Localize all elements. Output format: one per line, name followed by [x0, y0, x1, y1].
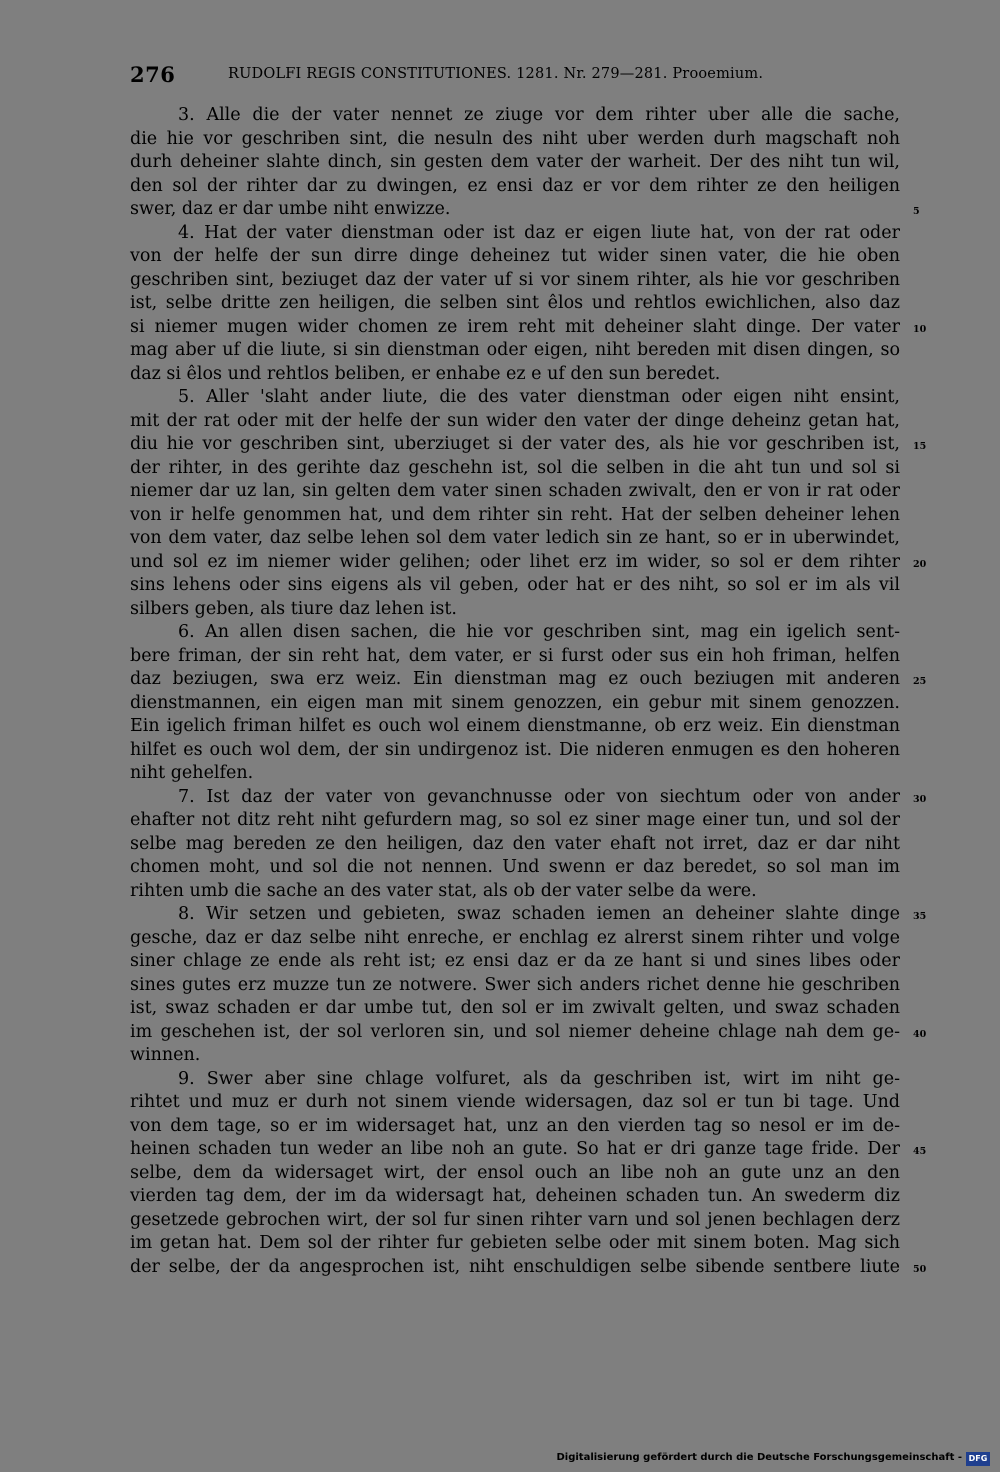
line-text: silbers geben, als tiure daz lehen ist. [130, 598, 457, 619]
text-line [130, 363, 900, 387]
text-line [130, 621, 900, 645]
text-line [130, 1162, 900, 1186]
page-number: 276 [130, 62, 176, 87]
line-text: dienstmannen, ein eigen man mit sinem genozzen, ein gebur mit sinem genozzen. [130, 692, 900, 713]
line-text: heinen schaden tun weder an libe noh an gute. So hat er dri ganze tage fride. Der [130, 1139, 900, 1159]
text-line [130, 880, 900, 904]
text-line [130, 692, 900, 716]
line-text: ehafter not ditz reht niht gefurdern mag, so sol ez siner mage einer tun, und sol der [130, 810, 900, 830]
text-line [130, 527, 900, 551]
line-text: 3. Alle die der vater nennet ze ziuge vor dem rihter uber alle die sache, [178, 105, 900, 125]
line-text: Ein igelich friman hilfet es ouch wol einem dienstmanne, ob erz weiz. Ein dienstman [130, 716, 900, 736]
line-number-marker: 50 [913, 1263, 927, 1275]
text-line [130, 903, 927, 927]
text-line [130, 786, 927, 810]
line-text: von dem vater, daz selbe lehen sol dem vater ledich sin ze hant, so er in uberwindet, [130, 528, 900, 548]
line-text: winnen. [130, 1045, 201, 1065]
text-line [130, 645, 900, 669]
line-text: 4. Hat der vater dienstman oder ist daz er eigen liute hat, von der rat oder [178, 222, 900, 243]
line-text: si niemer mugen wider chomen ze irem reht mit deheiner slaht dinge. Der vater [130, 316, 900, 337]
line-text: hilfet es ouch wol dem, der sin undirgenoz ist. Die nideren enmugen es den hoheren [130, 739, 900, 760]
line-text: im geschehen ist, der sol verloren sin, und sol niemer deheine chlage nah dem ge- [130, 1021, 900, 1042]
text-line [130, 1091, 900, 1115]
line-text: ist, selbe dritte zen heiligen, die selben sint êlos und rehtlos ewichlichen, also daz [130, 293, 900, 313]
text-line [130, 974, 900, 998]
line-number-marker: 30 [913, 793, 927, 805]
line-text: von der helfe der sun dirre dinge deheinez tut wider sinen vater, die hie oben [130, 246, 900, 266]
text-line [130, 833, 900, 857]
line-text: 9. Swer aber sine chlage volfuret, als da geschriben ist, wirt im niht ge- [178, 1068, 900, 1089]
line-text: im getan hat. Dem sol der rihter fur gebieten selbe oder mit sinem boten. Mag sich [130, 1233, 900, 1253]
line-number-marker: 5 [913, 206, 920, 217]
dfg-logo: DFG [966, 1452, 990, 1466]
text-line [130, 1209, 900, 1233]
text-line [130, 104, 900, 128]
text-line [130, 1256, 927, 1280]
text-line [130, 1044, 900, 1068]
text-line [130, 504, 900, 528]
text-line [130, 551, 927, 575]
text-line [130, 715, 900, 739]
text-line [130, 668, 927, 692]
text-line [130, 292, 900, 316]
text-line [130, 245, 900, 269]
text-body [130, 104, 927, 1279]
text-line [130, 151, 900, 175]
text-line [130, 1185, 900, 1209]
line-text: von dem tage, so er im widersaget hat, unz an den vierden tag so nesol er im de- [130, 1115, 900, 1136]
line-number-marker: 40 [913, 1028, 927, 1040]
text-line [130, 269, 900, 293]
text-line [130, 598, 900, 622]
line-text: selbe, dem da widersaget wirt, der ensol ouch an libe noh an gute unz an den [130, 1162, 900, 1183]
line-text: 6. An allen disen sachen, die hie vor geschriben sint, mag ein igelich sent- [178, 622, 900, 642]
text-line [130, 762, 900, 786]
line-text: diu hie vor geschriben sint, uberziuget si der vater des, als hie vor geschriben ist, [130, 434, 900, 454]
text-line [130, 574, 900, 598]
text-line [130, 198, 920, 222]
text-line [130, 222, 900, 246]
digitization-credit: Digitalisierung gefördert durch die Deutsche Forschungsgemeinschaft - [556, 1452, 962, 1463]
footer-bar [0, 1450, 1000, 1472]
line-text: daz beziugen, swa erz weiz. Ein dienstman mag ez ouch beziugen mit anderen [130, 669, 900, 689]
line-text: durh deheiner slahte dinch, sin gesten dem vater der warheit. Der des niht tun wil, [130, 152, 900, 172]
text-line [130, 1115, 900, 1139]
line-text: sines gutes erz muzze tun ze notwere. Swer sich anders richet denne hie geschriben [130, 974, 900, 995]
text-line [130, 1138, 927, 1162]
line-text: 8. Wir setzen und gebieten, swaz schaden iemen an deheiner slahte dinge [178, 904, 900, 924]
line-number-marker: 35 [913, 911, 927, 922]
text-line [130, 316, 927, 340]
line-number-marker: 20 [913, 558, 927, 570]
line-text: rihtet und muz er durh not sinem viende widersagen, daz sol er tun bi tage. Und [130, 1092, 900, 1112]
text-line [130, 339, 900, 363]
running-head: RUDOLFI REGIS CONSTITUTIONES. 1281. Nr. 279—281. Prooemium. [228, 66, 764, 82]
line-text: 5. Aller 'slaht ander liute, die des vater dienstman oder eigen niht ensint, [178, 387, 900, 407]
text-line [130, 386, 900, 410]
line-text: bere friman, der sin reht hat, dem vater, er si furst oder sus ein hoh friman, helfen [130, 645, 900, 666]
text-line [130, 927, 900, 951]
line-text: 7. Ist daz der vater von gevanchnusse oder von siechtum oder von ander [178, 786, 900, 807]
line-text: den sol der rihter dar zu dwingen, ez ensi daz er vor dem rihter ze den heiligen [130, 175, 900, 196]
line-text: mag aber uf die liute, si sin dienstman oder eigen, niht bereden mit disen dingen, so [130, 340, 900, 360]
line-text: siner chlage ze ende als reht ist; ez ensi daz er da ze hant si und sines libes oder [130, 951, 900, 971]
line-number-marker: 45 [913, 1146, 927, 1157]
text-line [130, 457, 900, 481]
text-line [130, 856, 900, 880]
line-text: rihten umb die sache an des vater stat, als ob der vater selbe da were. [130, 880, 757, 901]
line-text: gesetzede gebrochen wirt, der sol fur sinen rihter varn und sol jenen bechlagen derz [130, 1209, 900, 1230]
line-text: chomen moht, und sol die not nennen. Und swenn er daz beredet, so sol man im [130, 857, 900, 877]
line-number-marker: 15 [913, 441, 927, 452]
text-line [130, 1232, 900, 1256]
line-text: und sol ez im niemer wider gelihen; oder lihet erz im wider, so sol er dem rihter [130, 551, 900, 572]
page-header [130, 62, 900, 90]
line-text: gesche, daz er daz selbe niht enreche, er enchlag ez alrerst sinem rihter und volge [130, 927, 900, 948]
line-text: geschriben sint, beziuget daz der vater uf si vor sinem rihter, als hie vor geschriben [130, 269, 900, 290]
line-text: der rihter, in des gerihte daz geschehn ist, sol die selben in die aht tun und sol si [130, 457, 900, 478]
text-line [130, 739, 900, 763]
line-text: die hie vor geschriben sint, die nesuln des niht uber werden durh magschaft noh [130, 128, 900, 149]
line-text: selbe mag bereden ze den heiligen, daz den vater ehaft not irret, daz er dar niht [130, 833, 900, 854]
text-line [130, 997, 900, 1021]
text-line [130, 950, 900, 974]
line-number-marker: 10 [913, 323, 927, 335]
line-text: der selbe, der da angesprochen ist, niht enschuldigen selbe sibende sentbere liute [130, 1256, 900, 1277]
line-text: sins lehens oder sins eigens als vil geben, oder hat er des niht, so sol er im als vil [130, 575, 900, 595]
text-line [130, 433, 927, 457]
line-text: vierden tag dem, der im da widersagt hat, deheinen schaden tun. An swederm diz [130, 1186, 900, 1206]
line-text: ist, swaz schaden er dar umbe tut, den sol er im zwivalt gelten, und swaz schaden [130, 998, 900, 1018]
text-line [130, 128, 900, 152]
line-text: mit der rat oder mit der helfe der sun wider den vater der dinge deheinz getan hat, [130, 410, 900, 431]
text-line [130, 809, 900, 833]
text-line [130, 480, 900, 504]
line-text: von ir helfe genommen hat, und dem rihter sin reht. Hat der selben deheiner lehen [130, 504, 900, 525]
line-text: swer, daz er dar umbe niht enwizze. [130, 199, 451, 219]
line-text: niemer dar uz lan, sin gelten dem vater sinen schaden zwivalt, den er von ir rat oder [130, 481, 900, 501]
text-line [130, 1021, 927, 1045]
line-text: daz si êlos und rehtlos beliben, er enhabe ez e uf den sun beredet. [130, 363, 721, 384]
line-text: niht gehelfen. [130, 763, 254, 783]
line-number-marker: 25 [913, 676, 927, 687]
text-line [130, 1068, 900, 1092]
text-line [130, 175, 900, 199]
text-line [130, 410, 900, 434]
